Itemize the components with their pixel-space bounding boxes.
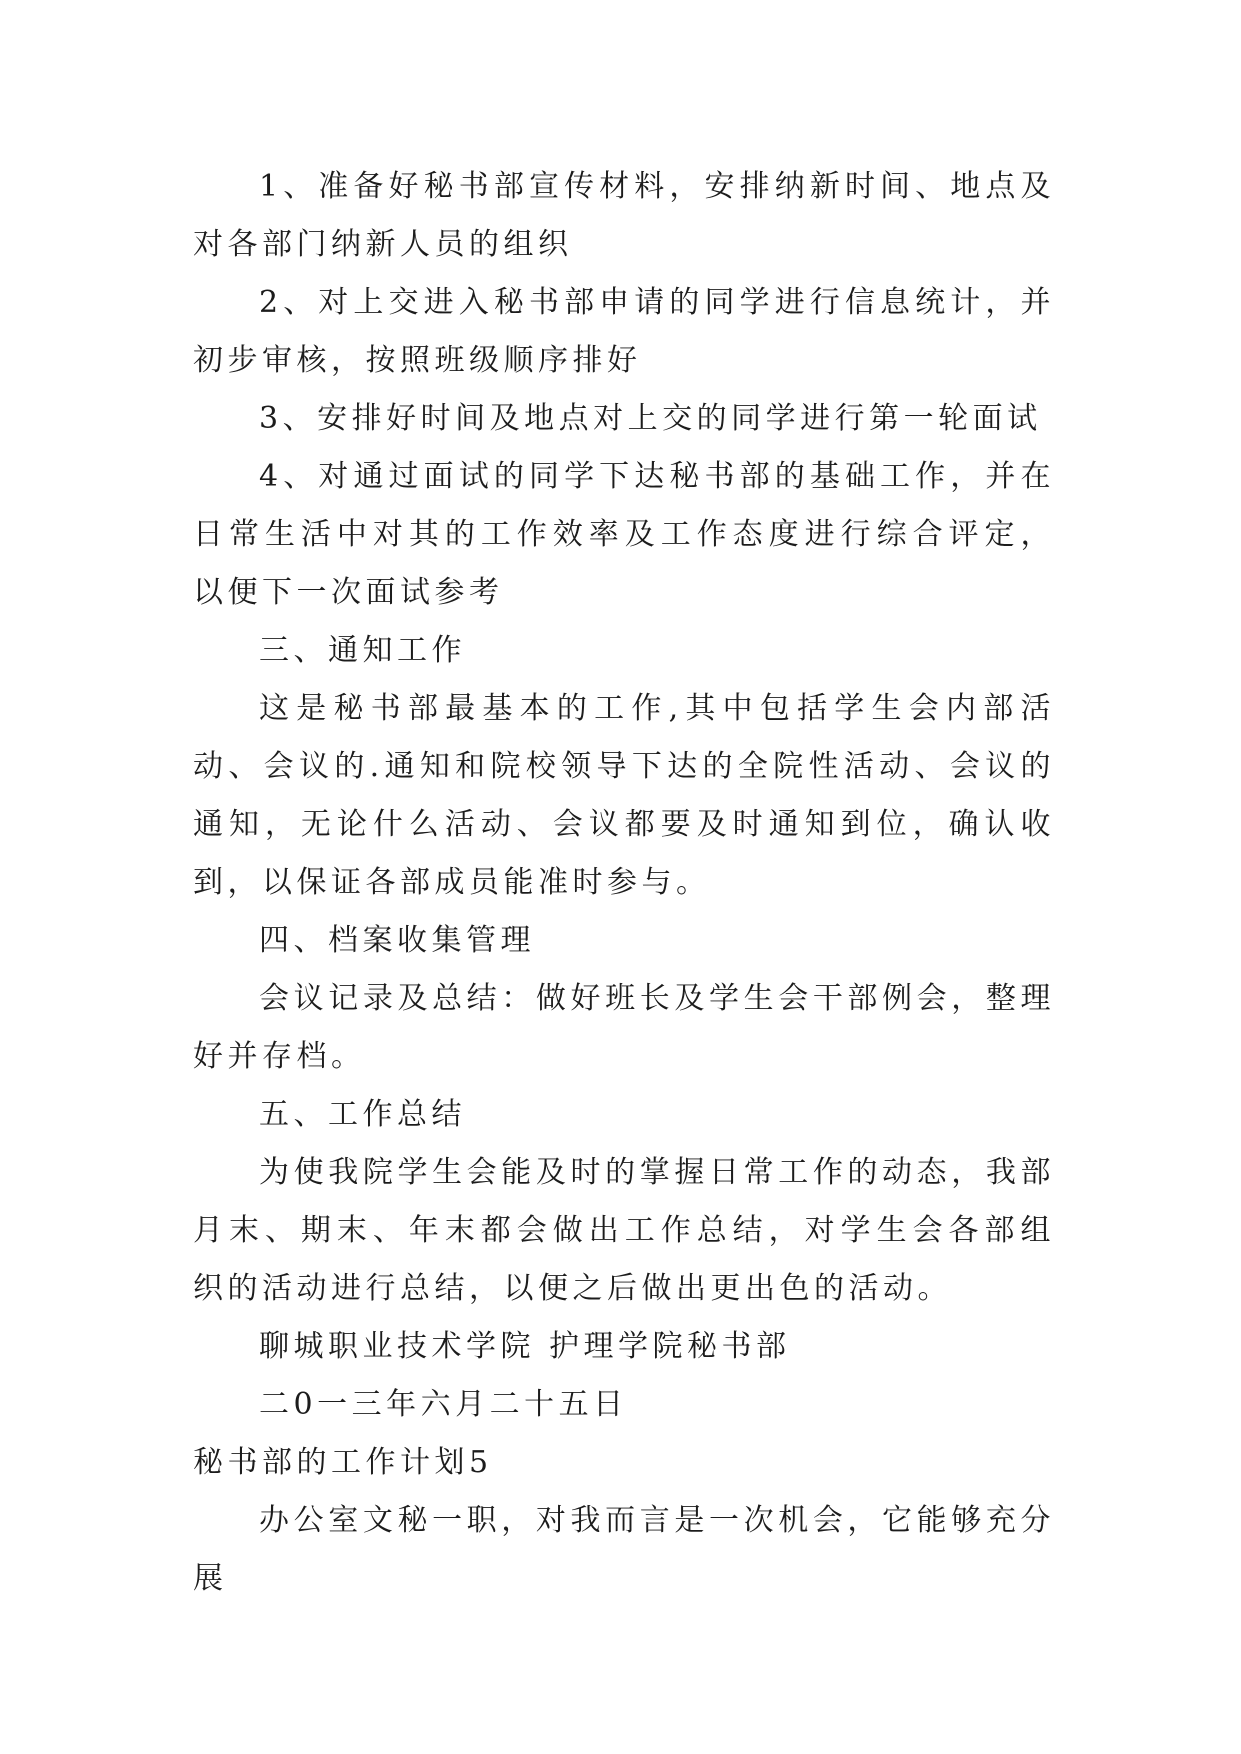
signature-date: 二0一三年六月二十五日 <box>259 1387 628 1422</box>
paragraph-notification: 这是秘书部最基本的工作,其中包括学生会内部活动、会议的.通知和院校领导下达的全院性活动、会议的通知，无论什么活动、会议都要及时通知到位，确认收到，以保证各部成员能准时参与。 <box>193 691 1055 900</box>
paragraph-item-3: 3、安排好时间及地点对上交的同学进行第一轮面试 <box>259 401 1042 436</box>
paragraph-item-4: 4、对通过面试的同学下达秘书部的基础工作，并在日常生活中对其的工作效率及工作态度进行综合评定，以便下一次面试参考 <box>193 459 1055 610</box>
section-heading-summary: 五、工作总结 <box>259 1097 466 1132</box>
section-heading-notification: 三、通知工作 <box>259 633 466 668</box>
paragraph-item-1: 1、准备好秘书部宣传材料，安排纳新时间、地点及对各部门纳新人员的组织 <box>193 169 1055 262</box>
paragraph-intro: 办公室文秘一职，对我而言是一次机会，它能够充分展 <box>193 1503 1055 1596</box>
paragraph-archives: 会议记录及总结：做好班长及学生会干部例会，整理好并存档。 <box>193 981 1055 1074</box>
section-heading-archives: 四、档案收集管理 <box>259 923 535 958</box>
signature-organization: 聊城职业技术学院 护理学院秘书部 <box>259 1329 791 1364</box>
paragraph-item-2: 2、对上交进入秘书部申请的同学进行信息统计，并初步审核，按照班级顺序排好 <box>193 285 1055 378</box>
document-title: 秘书部的工作计划5 <box>193 1445 493 1480</box>
paragraph-summary: 为使我院学生会能及时的掌握日常工作的动态，我部月末、期末、年末都会做出工作总结，对学生会各部组织的活动进行总结，以便之后做出更出色的活动。 <box>193 1155 1055 1306</box>
document-body <box>193 158 1055 1608</box>
